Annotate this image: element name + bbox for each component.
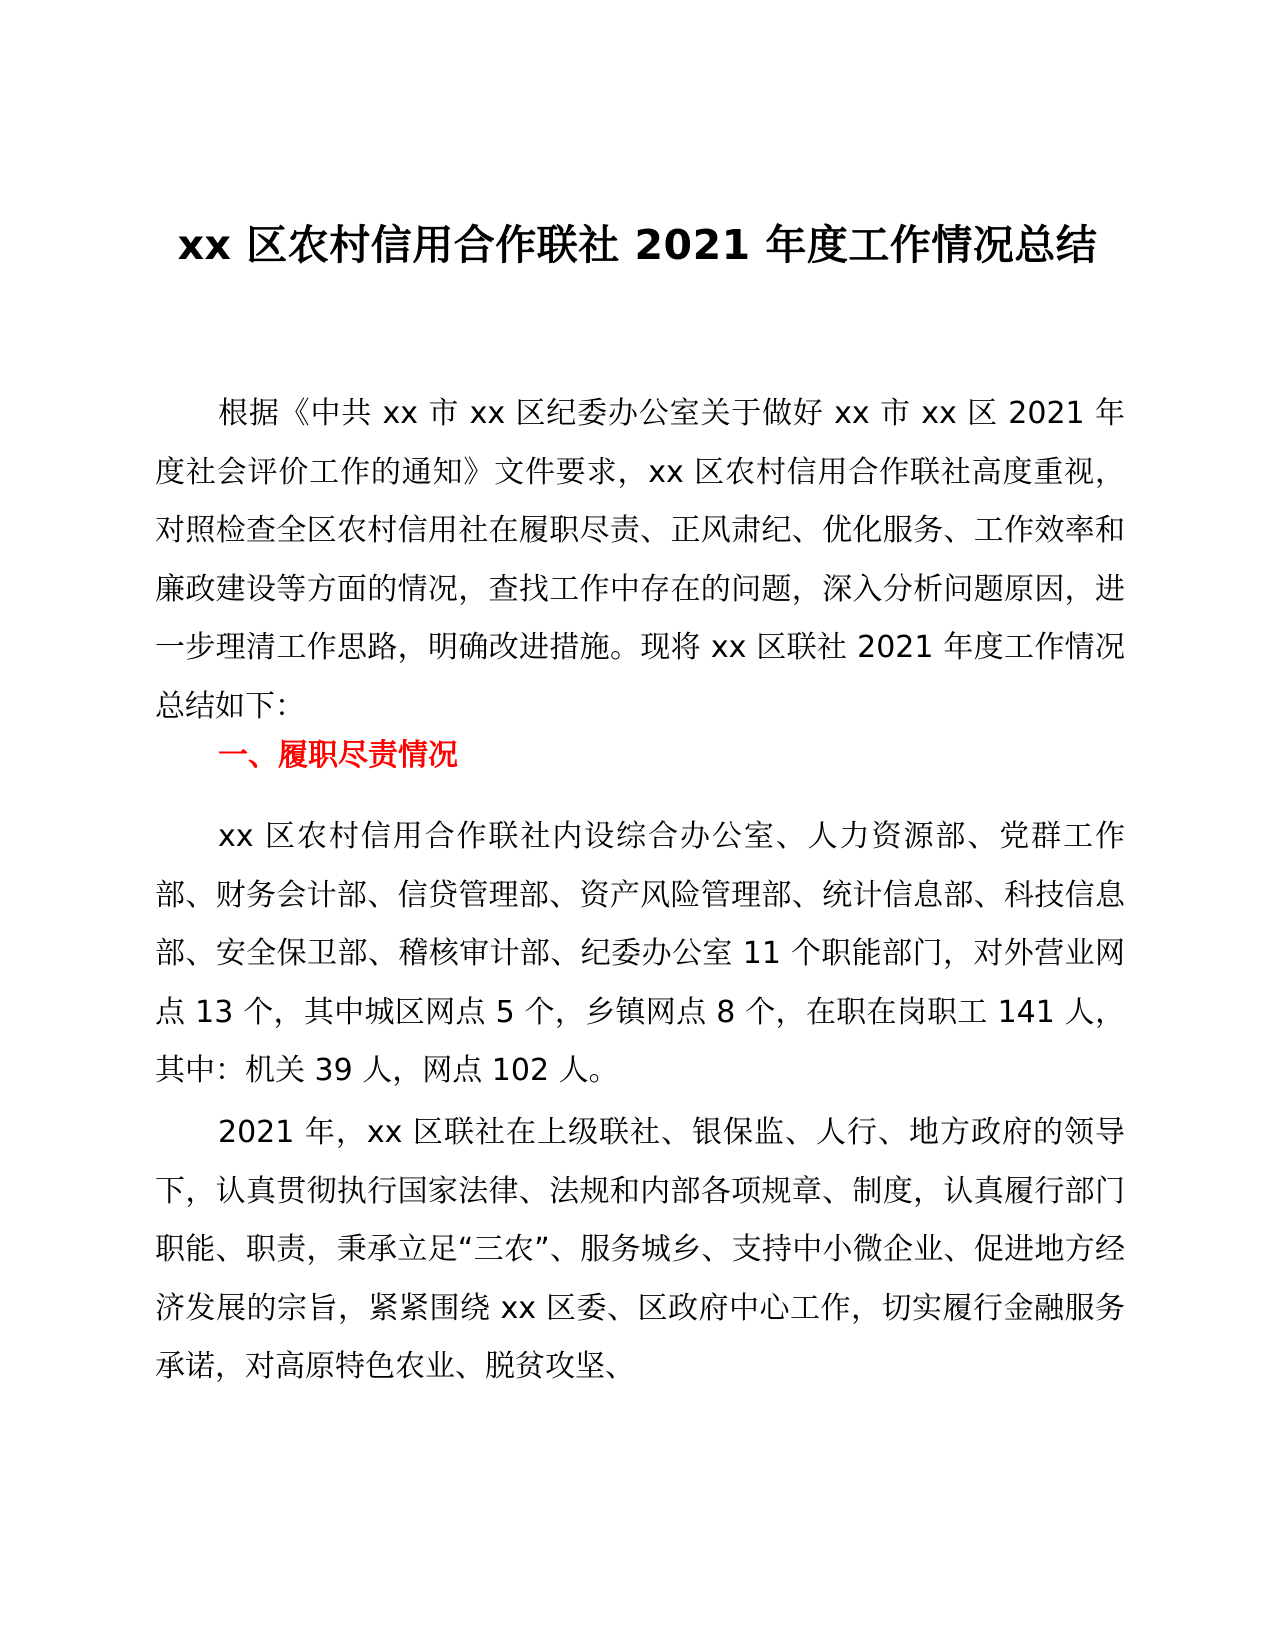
document-title: xx 区农村信用合作联社 2021 年度工作情况总结 <box>177 221 1098 269</box>
section1-paragraph-organization: xx 区农村信用合作联社内设综合办公室、人力资源部、党群工作部、财务会计部、信贷管理部、资产风险管理部、统计信息部、科技信息部、安全保卫部、稽核审计部、纪委办公室 11 个职能部门，对外营业网点 13 个，其中城区网点 5 个，乡镇网点 8 个，在职在岗职工 141 人，其中：机关 39 人，网点 102 人。 <box>155 819 1125 1088</box>
intro-paragraph: 根据《中共 xx 市 xx 区纪委办公室关于做好 xx 市 xx 区 2021 年度社会评价工作的通知》文件要求，xx 区农村信用合作联社高度重视，对照检查全区农村信用社在履职尽责、正风肃纪、优化服务、工作效率和廉政建设等方面的情况，查找工作中存在的问题，深入分析问题原因，进一步理清工作思路，明确改进措施。现将 xx 区联社 2021 年度工作情况总结如下： <box>155 396 1125 724</box>
section-heading-duty: 一、履职尽责情况 <box>218 738 458 773</box>
section1-paragraph-work-2021: 2021 年，xx 区联社在上级联社、银保监、人行、地方政府的领导下，认真贯彻执行国家法律、法规和内部各项规章、制度，认真履行部门职能、职责，秉承立足“三农”、服务城乡、支持中小微企业、促进地方经济发展的宗旨，紧紧围绕 xx 区委、区政府中心工作，切实履行金融服务承诺，对高原特色农业、脱贫攻坚、 <box>155 1115 1125 1384</box>
